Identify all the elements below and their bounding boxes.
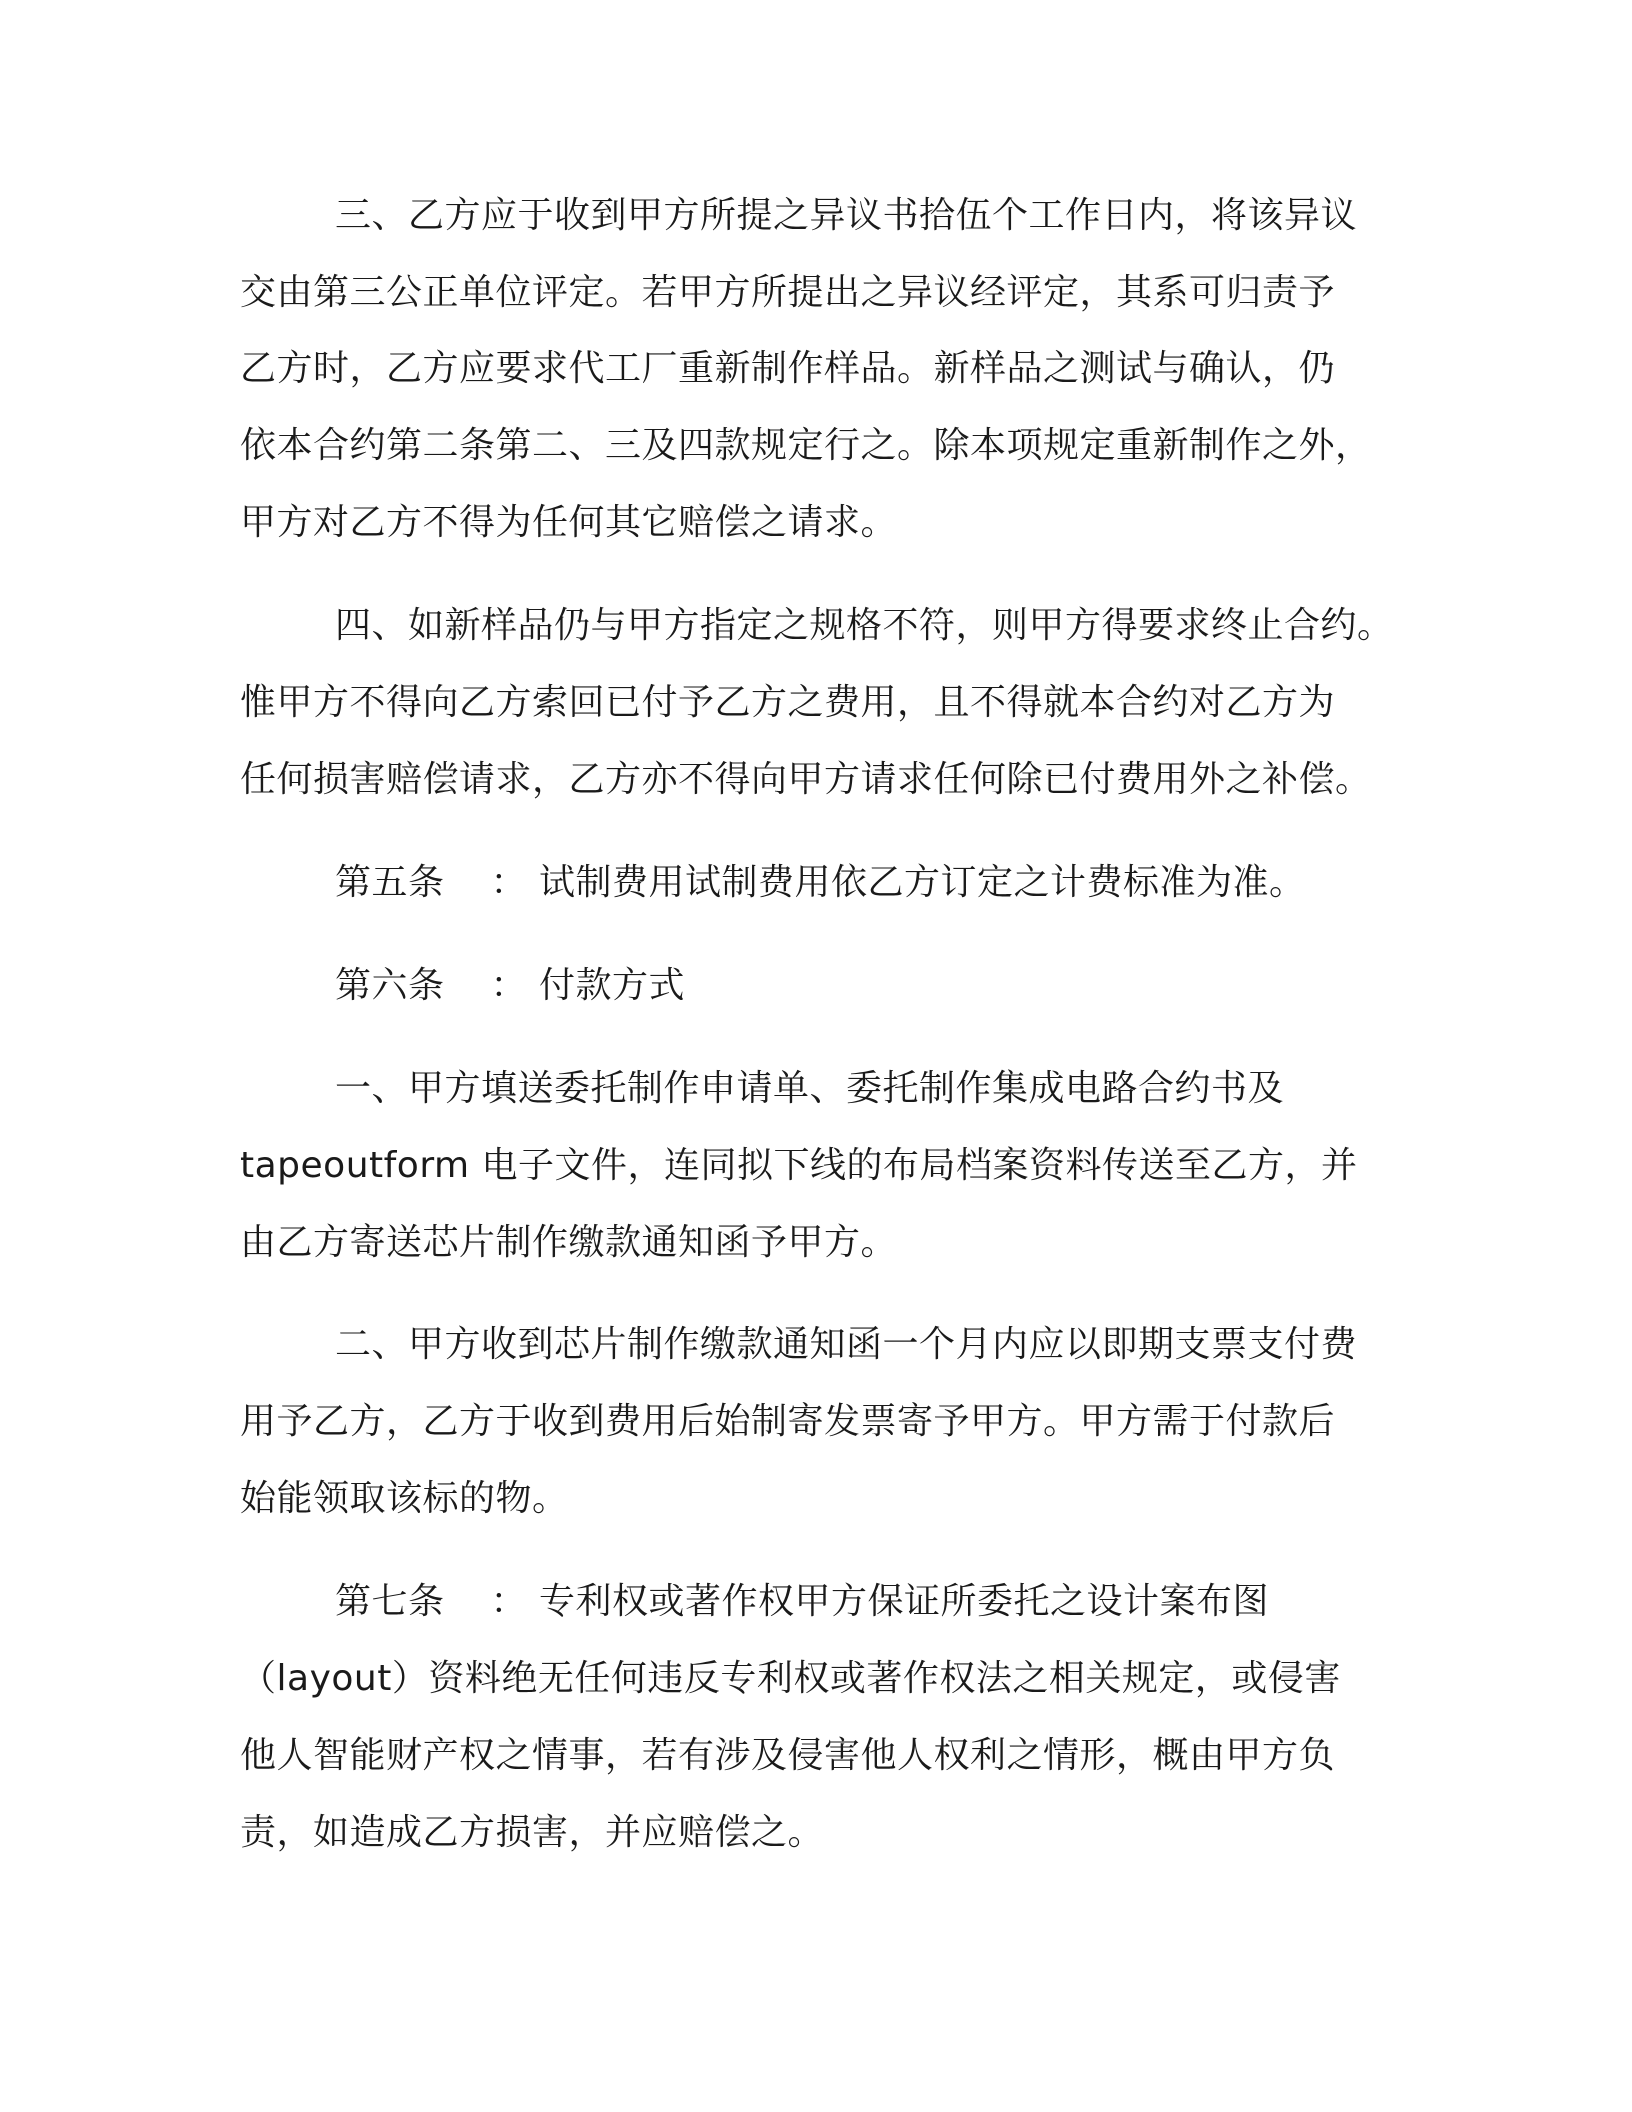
article-5-colon: ： — [490, 862, 528, 903]
clause-3-3-line-4: 依本合约第二条第二、三及四款规定行之。除本项规定重新制作之外， — [240, 425, 1372, 466]
clause-6-1-line-2: tapeoutform 电子文件，连同拟下线的布局档案资料传送至乙方，并 — [240, 1145, 1358, 1186]
clause-3-3-line-1: 三、乙方应于收到甲方所提之异议书拾伍个工作日内，将该异议 — [335, 195, 1358, 236]
article-5-text: 试制费用试制费用依乙方订定之计费标准为准。 — [538, 862, 1306, 903]
clause-6-2-line-3: 始能领取该标的物。 — [240, 1478, 569, 1519]
article-6-colon: ： — [490, 965, 528, 1006]
article-6-text: 付款方式 — [538, 965, 685, 1006]
article-7-line-2: （layout）资料绝无任何违反专利权或著作权法之相关规定，或侵害 — [240, 1658, 1341, 1699]
article-6-label: 第六条 — [335, 965, 445, 1006]
clause-6-2-line-2: 用予乙方，乙方于收到费用后始制寄发票寄予甲方。甲方需于付款后 — [240, 1401, 1336, 1442]
article-7-label: 第七条 — [335, 1581, 445, 1622]
clause-3-4-line-1: 四、如新样品仍与甲方指定之规格不符，则甲方得要求终止合约。 — [335, 605, 1394, 646]
article-5-label: 第五条 — [335, 862, 445, 903]
article-7-line-3: 他人智能财产权之情事，若有涉及侵害他人权利之情形，概由甲方负 — [240, 1735, 1336, 1776]
clause-3-4-line-2: 惟甲方不得向乙方索回已付予乙方之费用，且不得就本合约对乙方为 — [240, 682, 1336, 723]
article-7-text: 专利权或著作权甲方保证所委托之设计案布图 — [538, 1581, 1269, 1622]
clause-3-3-line-5: 甲方对乙方不得为任何其它赔偿之请求。 — [240, 502, 898, 543]
clause-3-3-line-3: 乙方时，乙方应要求代工厂重新制作样品。新样品之测试与确认，仍 — [240, 348, 1336, 389]
clause-6-1-line-1: 一、甲方填送委托制作申请单、委托制作集成电路合约书及 — [335, 1068, 1285, 1109]
article-6 — [335, 963, 685, 1009]
clause-3-4-line-3: 任何损害赔偿请求，乙方亦不得向甲方请求任何除已付费用外之补偿。 — [240, 759, 1372, 800]
clause-6-1-line-3: 由乙方寄送芯片制作缴款通知函予甲方。 — [240, 1222, 898, 1263]
clause-3-3-line-2: 交由第三公正单位评定。若甲方所提出之异议经评定，其系可归责予 — [240, 272, 1336, 313]
article-5 — [335, 860, 1306, 906]
clause-6-2-line-1: 二、甲方收到芯片制作缴款通知函一个月内应以即期支票支付费 — [335, 1324, 1358, 1365]
article-7 — [335, 1579, 1269, 1625]
article-7-colon: ： — [490, 1581, 528, 1622]
article-7-line-4: 责，如造成乙方损害，并应赔偿之。 — [240, 1812, 825, 1853]
